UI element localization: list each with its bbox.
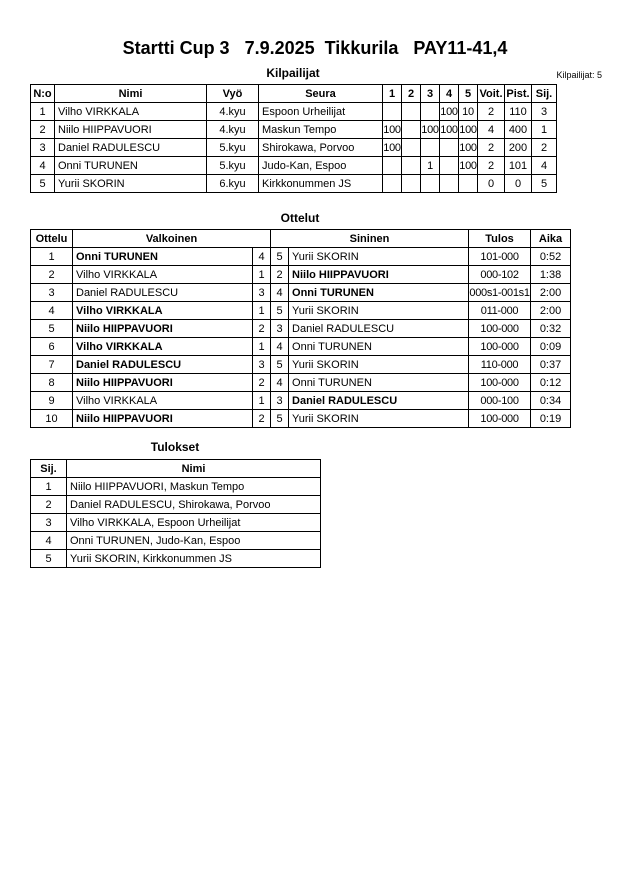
mark-5: 100: [459, 157, 478, 175]
competitor-belt: 5.kyu: [207, 139, 259, 157]
mark-4: 100: [440, 103, 459, 121]
result-place: 4: [31, 532, 67, 550]
mark-5: 100: [459, 139, 478, 157]
mark-5: 100: [459, 121, 478, 139]
result-name: Daniel RADULESCU, Shirokawa, Porvoo: [67, 496, 321, 514]
result-name: Yurii SKORIN, Kirkkonummen JS: [67, 550, 321, 568]
match-result: 000s1-001s1: [469, 284, 531, 302]
mark-4: [440, 139, 459, 157]
blue-number: 5: [271, 248, 289, 266]
match-result: 110-000: [469, 356, 531, 374]
blue-number: 4: [271, 338, 289, 356]
competitor-belt: 4.kyu: [207, 103, 259, 121]
place: 4: [532, 157, 557, 175]
mark-3: [421, 175, 440, 193]
match-number: 5: [31, 320, 73, 338]
competitors-count: Kilpailijat: 5: [556, 70, 602, 80]
column-header: 2: [402, 85, 421, 103]
column-header: Aika: [531, 230, 571, 248]
column-header: Sij.: [31, 460, 67, 478]
blue-name: Daniel RADULESCU: [289, 392, 469, 410]
mark-5: [459, 175, 478, 193]
place: 1: [532, 121, 557, 139]
blue-name: Yurii SKORIN: [289, 356, 469, 374]
table-row: [31, 356, 571, 374]
column-header: N:o: [31, 85, 55, 103]
matches-table: [30, 229, 571, 428]
competitor-number: 1: [31, 103, 55, 121]
white-name: Niilo HIIPPAVUORI: [73, 374, 253, 392]
wins: 2: [478, 157, 505, 175]
result-place: 5: [31, 550, 67, 568]
blue-name: Onni TURUNEN: [289, 284, 469, 302]
table-row: [31, 392, 571, 410]
blue-name: Yurii SKORIN: [289, 248, 469, 266]
match-number: 6: [31, 338, 73, 356]
table-row: [31, 302, 571, 320]
mark-3: [421, 139, 440, 157]
match-time: 0:37: [531, 356, 571, 374]
white-name: Niilo HIIPPAVUORI: [73, 320, 253, 338]
white-number: 1: [253, 302, 271, 320]
column-header: Sij.: [532, 85, 557, 103]
page-title: Startti Cup 3 7.9.2025 Tikkurila PAY11-41,4: [122, 38, 508, 58]
matches-heading: Ottelut: [280, 211, 320, 225]
white-name: Niilo HIIPPAVUORI: [73, 410, 253, 428]
result-name: Onni TURUNEN, Judo-Kan, Espoo: [67, 532, 321, 550]
points: 110: [505, 103, 532, 121]
blue-number: 4: [271, 284, 289, 302]
table-row: [31, 410, 571, 428]
column-header: Valkoinen: [73, 230, 271, 248]
blue-number: 4: [271, 374, 289, 392]
column-header: Ottelu: [31, 230, 73, 248]
match-result: 100-000: [469, 338, 531, 356]
place: 3: [532, 103, 557, 121]
table-row: [31, 532, 321, 550]
mark-2: [402, 175, 421, 193]
white-name: Daniel RADULESCU: [73, 356, 253, 374]
match-time: 0:32: [531, 320, 571, 338]
match-result: 101-000: [469, 248, 531, 266]
white-number: 2: [253, 320, 271, 338]
result-name: Vilho VIRKKALA, Espoon Urheilijat: [67, 514, 321, 532]
table-row: [31, 248, 571, 266]
blue-name: Onni TURUNEN: [289, 374, 469, 392]
mark-3: 1: [421, 157, 440, 175]
column-header: Voit.: [478, 85, 505, 103]
match-number: 2: [31, 266, 73, 284]
match-number: 8: [31, 374, 73, 392]
table-row: [31, 496, 321, 514]
table-row: [31, 121, 557, 139]
white-name: Vilho VIRKKALA: [73, 302, 253, 320]
table-row: [31, 157, 557, 175]
white-number: 1: [253, 266, 271, 284]
table-row: [31, 338, 571, 356]
blue-number: 3: [271, 392, 289, 410]
table-row: [31, 139, 557, 157]
table-row: [31, 175, 557, 193]
column-header: Seura: [259, 85, 383, 103]
blue-name: Yurii SKORIN: [289, 302, 469, 320]
competitor-name: Vilho VIRKKALA: [55, 103, 207, 121]
match-time: 0:52: [531, 248, 571, 266]
table-row: [31, 374, 571, 392]
mark-1: [383, 103, 402, 121]
mark-3: [421, 103, 440, 121]
table-row: [31, 514, 321, 532]
competitor-club: Shirokawa, Porvoo: [259, 139, 383, 157]
match-time: 0:12: [531, 374, 571, 392]
column-header: Nimi: [55, 85, 207, 103]
white-name: Vilho VIRKKALA: [73, 266, 253, 284]
table-row: [31, 266, 571, 284]
competitor-club: Espoon Urheilijat: [259, 103, 383, 121]
wins: 4: [478, 121, 505, 139]
match-number: 1: [31, 248, 73, 266]
competitors-heading: Kilpailijat: [266, 66, 320, 80]
mark-2: [402, 157, 421, 175]
white-name: Vilho VIRKKALA: [73, 338, 253, 356]
result-name: Niilo HIIPPAVUORI, Maskun Tempo: [67, 478, 321, 496]
competitors-table: [30, 84, 557, 193]
mark-5: 10: [459, 103, 478, 121]
blue-name: Niilo HIIPPAVUORI: [289, 266, 469, 284]
match-time: 2:00: [531, 302, 571, 320]
match-result: 000-100: [469, 392, 531, 410]
header-row: [31, 85, 557, 103]
mark-1: [383, 157, 402, 175]
column-header: 4: [440, 85, 459, 103]
match-result: 100-000: [469, 374, 531, 392]
blue-number: 2: [271, 266, 289, 284]
match-number: 7: [31, 356, 73, 374]
white-name: Onni TURUNEN: [73, 248, 253, 266]
competitor-number: 5: [31, 175, 55, 193]
points: 101: [505, 157, 532, 175]
white-number: 3: [253, 356, 271, 374]
points: 200: [505, 139, 532, 157]
match-time: 0:09: [531, 338, 571, 356]
match-time: 0:19: [531, 410, 571, 428]
competitor-name: Yurii SKORIN: [55, 175, 207, 193]
match-number: 9: [31, 392, 73, 410]
mark-1: 100: [383, 121, 402, 139]
column-header: Tulos: [469, 230, 531, 248]
white-name: Vilho VIRKKALA: [73, 392, 253, 410]
white-number: 4: [253, 248, 271, 266]
table-row: [31, 284, 571, 302]
match-number: 3: [31, 284, 73, 302]
competitor-name: Onni TURUNEN: [55, 157, 207, 175]
mark-4: 100: [440, 121, 459, 139]
competitor-club: Kirkkonummen JS: [259, 175, 383, 193]
mark-2: [402, 103, 421, 121]
match-result: 011-000: [469, 302, 531, 320]
column-header: 1: [383, 85, 402, 103]
place: 5: [532, 175, 557, 193]
blue-number: 5: [271, 302, 289, 320]
match-result: 100-000: [469, 320, 531, 338]
column-header: Sininen: [271, 230, 469, 248]
competitor-number: 4: [31, 157, 55, 175]
competitor-belt: 6.kyu: [207, 175, 259, 193]
wins: 0: [478, 175, 505, 193]
mark-1: [383, 175, 402, 193]
blue-name: Yurii SKORIN: [289, 410, 469, 428]
blue-number: 5: [271, 410, 289, 428]
mark-4: [440, 157, 459, 175]
blue-number: 3: [271, 320, 289, 338]
table-row: [31, 550, 321, 568]
header-row: [31, 460, 321, 478]
competitor-belt: 4.kyu: [207, 121, 259, 139]
column-header: 5: [459, 85, 478, 103]
competitor-club: Maskun Tempo: [259, 121, 383, 139]
blue-number: 5: [271, 356, 289, 374]
white-name: Daniel RADULESCU: [73, 284, 253, 302]
competitor-belt: 5.kyu: [207, 157, 259, 175]
white-number: 3: [253, 284, 271, 302]
wins: 2: [478, 139, 505, 157]
points: 400: [505, 121, 532, 139]
column-header: Pist.: [505, 85, 532, 103]
competitor-name: Niilo HIIPPAVUORI: [55, 121, 207, 139]
result-place: 1: [31, 478, 67, 496]
match-time: 2:00: [531, 284, 571, 302]
competitor-number: 3: [31, 139, 55, 157]
competitor-number: 2: [31, 121, 55, 139]
match-time: 1:38: [531, 266, 571, 284]
table-row: [31, 478, 321, 496]
mark-4: [440, 175, 459, 193]
column-header: Vyö: [207, 85, 259, 103]
match-result: 000-102: [469, 266, 531, 284]
column-header: Nimi: [67, 460, 321, 478]
blue-name: Onni TURUNEN: [289, 338, 469, 356]
blue-name: Daniel RADULESCU: [289, 320, 469, 338]
table-row: [31, 103, 557, 121]
mark-3: 100: [421, 121, 440, 139]
match-number: 4: [31, 302, 73, 320]
table-row: [31, 320, 571, 338]
header-row: [31, 230, 571, 248]
wins: 2: [478, 103, 505, 121]
white-number: 2: [253, 410, 271, 428]
white-number: 1: [253, 338, 271, 356]
white-number: 1: [253, 392, 271, 410]
match-time: 0:34: [531, 392, 571, 410]
mark-2: [402, 139, 421, 157]
match-number: 10: [31, 410, 73, 428]
competitor-name: Daniel RADULESCU: [55, 139, 207, 157]
match-result: 100-000: [469, 410, 531, 428]
place: 2: [532, 139, 557, 157]
result-place: 2: [31, 496, 67, 514]
result-place: 3: [31, 514, 67, 532]
points: 0: [505, 175, 532, 193]
competitor-club: Judo-Kan, Espoo: [259, 157, 383, 175]
results-heading: Tulokset: [150, 440, 200, 454]
column-header: 3: [421, 85, 440, 103]
mark-2: [402, 121, 421, 139]
mark-1: 100: [383, 139, 402, 157]
white-number: 2: [253, 374, 271, 392]
results-table: [30, 459, 321, 568]
